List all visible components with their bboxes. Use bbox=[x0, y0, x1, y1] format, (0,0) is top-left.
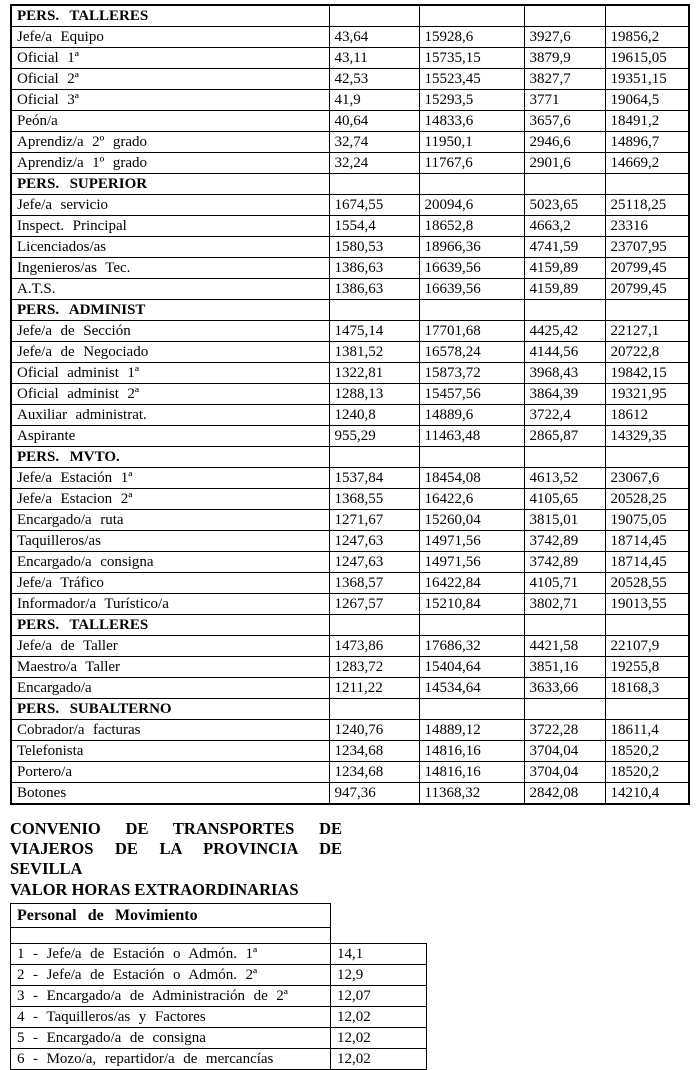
category-label: A.T.S. bbox=[11, 279, 329, 300]
value-cell: 1322,81 bbox=[329, 363, 419, 384]
table-row bbox=[11, 111, 689, 132]
value-cell: 14971,56 bbox=[419, 552, 524, 573]
value-cell: 15928,6 bbox=[419, 27, 524, 48]
empty-cell bbox=[419, 615, 524, 636]
empty-cell bbox=[605, 699, 689, 720]
value-cell: 19351,15 bbox=[605, 69, 689, 90]
category-label: Oficial 1ª bbox=[11, 48, 329, 69]
empty-cell bbox=[419, 174, 524, 195]
category-label: Licenciados/as bbox=[11, 237, 329, 258]
value-cell: 4425,42 bbox=[524, 321, 605, 342]
section-header-label: PERS. TALLERES bbox=[11, 5, 329, 27]
category-label: Oficial administ 1ª bbox=[11, 363, 329, 384]
category-label: Telefonista bbox=[11, 741, 329, 762]
table-row bbox=[11, 384, 689, 405]
value-cell: 17701,68 bbox=[419, 321, 524, 342]
value-cell: 18714,45 bbox=[605, 531, 689, 552]
table-row bbox=[11, 783, 689, 805]
convenio-title-line2: VIAJEROS DE LA PROVINCIA DE bbox=[10, 839, 342, 858]
value-cell: 3657,6 bbox=[524, 111, 605, 132]
value-cell: 3722,28 bbox=[524, 720, 605, 741]
category-label: 3 - Encargado/a de Administración de 2ª bbox=[11, 986, 331, 1007]
value-cell: 3742,89 bbox=[524, 552, 605, 573]
category-label: Oficial administ 2ª bbox=[11, 384, 329, 405]
value-cell: 1386,63 bbox=[329, 258, 419, 279]
value-cell: 18612 bbox=[605, 405, 689, 426]
value-cell: 11767,6 bbox=[419, 153, 524, 174]
value-cell: 1381,52 bbox=[329, 342, 419, 363]
category-label: Aspirante bbox=[11, 426, 329, 447]
value-cell: 20528,55 bbox=[605, 573, 689, 594]
empty-cell bbox=[419, 5, 524, 27]
value-cell: 14329,35 bbox=[605, 426, 689, 447]
value-cell: 3851,16 bbox=[524, 657, 605, 678]
value-cell: 3968,43 bbox=[524, 363, 605, 384]
value-cell: 11463,48 bbox=[419, 426, 524, 447]
value-cell: 16639,56 bbox=[419, 279, 524, 300]
empty-cell bbox=[419, 699, 524, 720]
table-row bbox=[11, 573, 689, 594]
empty-cell bbox=[329, 447, 419, 468]
value-cell: 11368,32 bbox=[419, 783, 524, 805]
value-cell: 3771 bbox=[524, 90, 605, 111]
value-cell: 1240,8 bbox=[329, 405, 419, 426]
value-cell: 12,9 bbox=[331, 965, 427, 986]
category-label: Peón/a bbox=[11, 111, 329, 132]
value-cell: 3879,9 bbox=[524, 48, 605, 69]
empty-cell bbox=[329, 615, 419, 636]
value-cell: 3815,01 bbox=[524, 510, 605, 531]
value-cell: 4105,71 bbox=[524, 573, 605, 594]
value-cell: 1234,68 bbox=[329, 741, 419, 762]
empty-cell bbox=[331, 904, 427, 928]
table-row bbox=[11, 237, 689, 258]
value-cell: 4105,65 bbox=[524, 489, 605, 510]
empty-cell bbox=[605, 5, 689, 27]
value-cell: 42,53 bbox=[329, 69, 419, 90]
section-header-row bbox=[11, 615, 689, 636]
table-row bbox=[11, 594, 689, 615]
value-cell: 3633,66 bbox=[524, 678, 605, 699]
value-cell: 1211,22 bbox=[329, 678, 419, 699]
value-cell: 23067,6 bbox=[605, 468, 689, 489]
category-label: Aprendiz/a 2º grado bbox=[11, 132, 329, 153]
value-cell: 15210,84 bbox=[419, 594, 524, 615]
value-cell: 3827,7 bbox=[524, 69, 605, 90]
value-cell: 15523,45 bbox=[419, 69, 524, 90]
value-cell: 18520,2 bbox=[605, 741, 689, 762]
value-cell: 12,02 bbox=[331, 1049, 427, 1070]
category-label: Aprendiz/a 1º grado bbox=[11, 153, 329, 174]
value-cell: 19321,95 bbox=[605, 384, 689, 405]
value-cell: 15404,64 bbox=[419, 657, 524, 678]
value-cell: 15735,15 bbox=[419, 48, 524, 69]
value-cell: 947,36 bbox=[329, 783, 419, 805]
table-row bbox=[11, 657, 689, 678]
value-cell: 5023,65 bbox=[524, 195, 605, 216]
table-row bbox=[11, 216, 689, 237]
empty-cell bbox=[419, 300, 524, 321]
table-row bbox=[11, 258, 689, 279]
value-cell: 32,24 bbox=[329, 153, 419, 174]
value-cell: 17686,32 bbox=[419, 636, 524, 657]
category-label: 1 - Jefe/a de Estación o Admón. 1ª bbox=[11, 944, 331, 965]
category-label: Jefe/a Estación 1ª bbox=[11, 468, 329, 489]
section-header-row bbox=[11, 174, 689, 195]
section-header-label: PERS. MVTO. bbox=[11, 447, 329, 468]
value-cell: 18491,2 bbox=[605, 111, 689, 132]
section-header-label: PERS. SUBALTERNO bbox=[11, 699, 329, 720]
value-cell: 18168,3 bbox=[605, 678, 689, 699]
section-header-row bbox=[11, 447, 689, 468]
value-cell: 12,02 bbox=[331, 1028, 427, 1049]
value-cell: 3704,04 bbox=[524, 762, 605, 783]
category-label: Encargado/a bbox=[11, 678, 329, 699]
salary-table bbox=[10, 4, 690, 805]
value-cell: 3722,4 bbox=[524, 405, 605, 426]
hours-table-header-row bbox=[11, 904, 427, 928]
hours-table-spacer-row bbox=[11, 928, 427, 944]
value-cell: 1368,57 bbox=[329, 573, 419, 594]
value-cell: 22127,1 bbox=[605, 321, 689, 342]
convenio-title-line1: CONVENIO DE TRANSPORTES DE bbox=[10, 819, 342, 838]
value-cell: 2865,87 bbox=[524, 426, 605, 447]
value-cell: 1288,13 bbox=[329, 384, 419, 405]
category-label: 6 - Mozo/a, repartidor/a de mercancías bbox=[11, 1049, 331, 1070]
empty-cell bbox=[524, 447, 605, 468]
value-cell: 14896,7 bbox=[605, 132, 689, 153]
value-cell: 11950,1 bbox=[419, 132, 524, 153]
section-header-row bbox=[11, 300, 689, 321]
value-cell: 18520,2 bbox=[605, 762, 689, 783]
table-row bbox=[11, 426, 689, 447]
category-label: 5 - Encargado/a de consigna bbox=[11, 1028, 331, 1049]
value-cell: 32,74 bbox=[329, 132, 419, 153]
value-cell: 14816,16 bbox=[419, 762, 524, 783]
hours-table-header: Personal de Movimiento bbox=[11, 904, 331, 928]
empty-cell bbox=[524, 615, 605, 636]
value-cell: 3742,89 bbox=[524, 531, 605, 552]
value-cell: 1271,67 bbox=[329, 510, 419, 531]
value-cell: 16578,24 bbox=[419, 342, 524, 363]
value-cell: 4159,89 bbox=[524, 258, 605, 279]
value-cell: 41,9 bbox=[329, 90, 419, 111]
value-cell: 1368,55 bbox=[329, 489, 419, 510]
category-label: Encargado/a consigna bbox=[11, 552, 329, 573]
value-cell: 4421,58 bbox=[524, 636, 605, 657]
value-cell: 20528,25 bbox=[605, 489, 689, 510]
table-row bbox=[11, 153, 689, 174]
table-row bbox=[11, 405, 689, 426]
section-header-label: PERS. SUPERIOR bbox=[11, 174, 329, 195]
empty-cell bbox=[329, 300, 419, 321]
table-row bbox=[11, 1028, 427, 1049]
section-header-label: PERS. ADMINIST bbox=[11, 300, 329, 321]
convenio-heading bbox=[10, 819, 342, 879]
table-row bbox=[11, 321, 689, 342]
value-cell: 1537,84 bbox=[329, 468, 419, 489]
empty-cell bbox=[524, 300, 605, 321]
value-cell: 22107,9 bbox=[605, 636, 689, 657]
table-row bbox=[11, 489, 689, 510]
value-cell: 20722,8 bbox=[605, 342, 689, 363]
empty-cell bbox=[329, 699, 419, 720]
section-header-label: PERS. TALLERES bbox=[11, 615, 329, 636]
value-cell: 43,64 bbox=[329, 27, 419, 48]
value-cell: 16639,56 bbox=[419, 258, 524, 279]
category-label: Encargado/a ruta bbox=[11, 510, 329, 531]
table-row bbox=[11, 1049, 427, 1070]
empty-cell bbox=[419, 447, 524, 468]
value-cell: 2946,6 bbox=[524, 132, 605, 153]
value-cell: 18966,36 bbox=[419, 237, 524, 258]
value-cell: 14,1 bbox=[331, 944, 427, 965]
value-cell: 14210,4 bbox=[605, 783, 689, 805]
value-cell: 1473,86 bbox=[329, 636, 419, 657]
value-cell: 19064,5 bbox=[605, 90, 689, 111]
category-label: Portero/a bbox=[11, 762, 329, 783]
empty-cell bbox=[329, 5, 419, 27]
value-cell: 12,02 bbox=[331, 1007, 427, 1028]
value-cell: 18611,4 bbox=[605, 720, 689, 741]
category-label: Oficial 2ª bbox=[11, 69, 329, 90]
value-cell: 3927,6 bbox=[524, 27, 605, 48]
value-cell: 1283,72 bbox=[329, 657, 419, 678]
table-row bbox=[11, 90, 689, 111]
value-cell: 19615,05 bbox=[605, 48, 689, 69]
value-cell: 12,07 bbox=[331, 986, 427, 1007]
document-page bbox=[0, 4, 698, 1068]
value-cell: 14971,56 bbox=[419, 531, 524, 552]
value-cell: 14534,64 bbox=[419, 678, 524, 699]
section-header-row bbox=[11, 5, 689, 27]
table-row bbox=[11, 48, 689, 69]
empty-cell bbox=[11, 928, 331, 944]
value-cell: 14833,6 bbox=[419, 111, 524, 132]
category-label: Cobrador/a facturas bbox=[11, 720, 329, 741]
category-label: Jefe/a de Sección bbox=[11, 321, 329, 342]
convenio-title-line3: SEVILLA bbox=[10, 859, 83, 878]
category-label: 4 - Taquilleros/as y Factores bbox=[11, 1007, 331, 1028]
table-row bbox=[11, 468, 689, 489]
table-row bbox=[11, 279, 689, 300]
value-cell: 15293,5 bbox=[419, 90, 524, 111]
empty-cell bbox=[605, 615, 689, 636]
value-cell: 20094,6 bbox=[419, 195, 524, 216]
value-cell: 4663,2 bbox=[524, 216, 605, 237]
value-cell: 4613,52 bbox=[524, 468, 605, 489]
value-cell: 4741,59 bbox=[524, 237, 605, 258]
empty-cell bbox=[524, 5, 605, 27]
table-row bbox=[11, 762, 689, 783]
table-row bbox=[11, 1007, 427, 1028]
value-cell: 14889,12 bbox=[419, 720, 524, 741]
value-cell: 15260,04 bbox=[419, 510, 524, 531]
category-label: Taquilleros/as bbox=[11, 531, 329, 552]
value-cell: 19856,2 bbox=[605, 27, 689, 48]
value-cell: 1234,68 bbox=[329, 762, 419, 783]
empty-cell bbox=[524, 174, 605, 195]
value-cell: 1475,14 bbox=[329, 321, 419, 342]
value-cell: 1247,63 bbox=[329, 531, 419, 552]
category-label: Informador/a Turístico/a bbox=[11, 594, 329, 615]
value-cell: 1674,55 bbox=[329, 195, 419, 216]
value-cell: 1267,57 bbox=[329, 594, 419, 615]
value-cell: 40,64 bbox=[329, 111, 419, 132]
table-row bbox=[11, 195, 689, 216]
table-row bbox=[11, 636, 689, 657]
value-cell: 19842,15 bbox=[605, 363, 689, 384]
category-label: Botones bbox=[11, 783, 329, 805]
category-label: Jefe/a Estacion 2ª bbox=[11, 489, 329, 510]
value-cell: 4159,89 bbox=[524, 279, 605, 300]
table-row bbox=[11, 132, 689, 153]
table-row bbox=[11, 720, 689, 741]
value-cell: 25118,25 bbox=[605, 195, 689, 216]
value-cell: 15457,56 bbox=[419, 384, 524, 405]
value-cell: 2842,08 bbox=[524, 783, 605, 805]
value-cell: 19075,05 bbox=[605, 510, 689, 531]
value-cell: 14669,2 bbox=[605, 153, 689, 174]
value-cell: 43,11 bbox=[329, 48, 419, 69]
value-cell: 2901,6 bbox=[524, 153, 605, 174]
value-cell: 19255,8 bbox=[605, 657, 689, 678]
table-row bbox=[11, 363, 689, 384]
empty-cell bbox=[329, 174, 419, 195]
value-cell: 18454,08 bbox=[419, 468, 524, 489]
empty-cell bbox=[605, 174, 689, 195]
category-label: Ingenieros/as Tec. bbox=[11, 258, 329, 279]
table-row bbox=[11, 741, 689, 762]
value-cell: 1247,63 bbox=[329, 552, 419, 573]
empty-cell bbox=[524, 699, 605, 720]
value-cell: 1554,4 bbox=[329, 216, 419, 237]
table-row bbox=[11, 552, 689, 573]
value-cell: 15873,72 bbox=[419, 363, 524, 384]
empty-cell bbox=[331, 928, 427, 944]
category-label: Inspect. Principal bbox=[11, 216, 329, 237]
value-cell: 3802,71 bbox=[524, 594, 605, 615]
value-cell: 3864,39 bbox=[524, 384, 605, 405]
table-row bbox=[11, 342, 689, 363]
section-header-row bbox=[11, 699, 689, 720]
category-label: Jefe/a servicio bbox=[11, 195, 329, 216]
category-label: Jefe/a Equipo bbox=[11, 27, 329, 48]
value-cell: 16422,6 bbox=[419, 489, 524, 510]
value-cell: 1386,63 bbox=[329, 279, 419, 300]
value-cell: 1240,76 bbox=[329, 720, 419, 741]
value-cell: 3704,04 bbox=[524, 741, 605, 762]
value-cell: 23707,95 bbox=[605, 237, 689, 258]
table-row bbox=[11, 678, 689, 699]
table-row bbox=[11, 944, 427, 965]
empty-cell bbox=[605, 300, 689, 321]
category-label: Oficial 3ª bbox=[11, 90, 329, 111]
table-row bbox=[11, 986, 427, 1007]
value-cell: 16422,84 bbox=[419, 573, 524, 594]
value-cell: 4144,56 bbox=[524, 342, 605, 363]
table-row bbox=[11, 965, 427, 986]
empty-cell bbox=[605, 447, 689, 468]
value-cell: 19013,55 bbox=[605, 594, 689, 615]
valor-horas-subtitle: VALOR HORAS EXTRAORDINARIAS bbox=[10, 880, 299, 899]
table-row bbox=[11, 531, 689, 552]
table-row bbox=[11, 69, 689, 90]
value-cell: 1580,53 bbox=[329, 237, 419, 258]
category-label: Jefe/a de Taller bbox=[11, 636, 329, 657]
value-cell: 23316 bbox=[605, 216, 689, 237]
value-cell: 18652,8 bbox=[419, 216, 524, 237]
category-label: Jefe/a Tráfico bbox=[11, 573, 329, 594]
category-label: Maestro/a Taller bbox=[11, 657, 329, 678]
category-label: 2 - Jefe/a de Estación o Admón. 2ª bbox=[11, 965, 331, 986]
category-label: Jefe/a de Negociado bbox=[11, 342, 329, 363]
value-cell: 14816,16 bbox=[419, 741, 524, 762]
value-cell: 18714,45 bbox=[605, 552, 689, 573]
category-label: Auxiliar administrat. bbox=[11, 405, 329, 426]
table-row bbox=[11, 27, 689, 48]
value-cell: 20799,45 bbox=[605, 258, 689, 279]
table-row bbox=[11, 510, 689, 531]
value-cell: 955,29 bbox=[329, 426, 419, 447]
value-cell: 20799,45 bbox=[605, 279, 689, 300]
hours-extra-table bbox=[10, 903, 427, 1070]
value-cell: 14889,6 bbox=[419, 405, 524, 426]
